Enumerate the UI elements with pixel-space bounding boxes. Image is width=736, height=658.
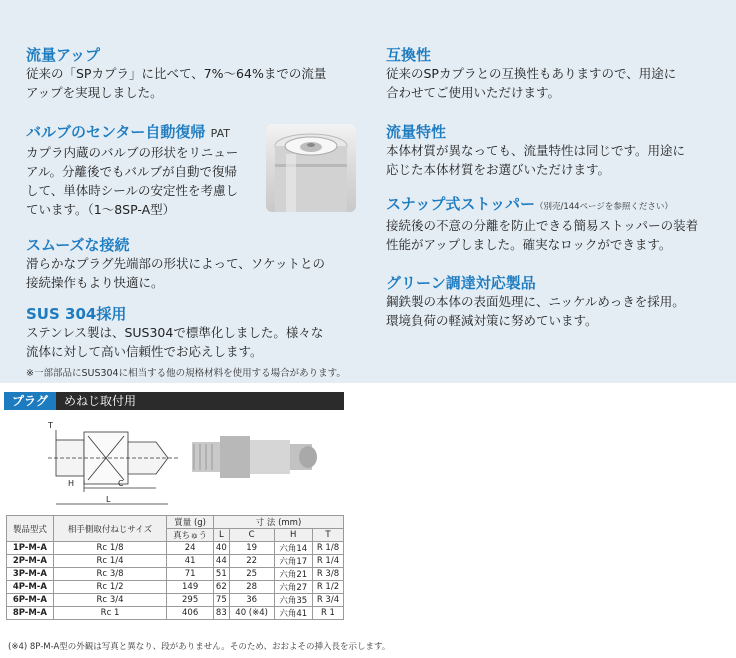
feature-title: SUS 304採用 [26,305,127,323]
table-row: 4P-M-A Rc 1/2 149 62 28 六角27 R 1/2 [7,581,344,594]
col-c: C [229,529,274,542]
feature-body-line: 性能がアップしました。確実なロックができます。 [386,237,672,252]
feature-title: 流量アップ [26,46,100,64]
plug-drawing [8,414,342,510]
feature-body-line: ステンレス製は、SUS304で標準化しました。様々な [26,325,324,340]
feature-body-line: して、単体時シールの安定性を考慮し [26,183,239,198]
col-t: T [312,529,343,542]
section-title: めねじ取付用 [64,394,137,408]
feature-body-line: 接続後の不意の分離を防止できる簡易ストッパーの装着 [386,218,699,233]
col-h: H [274,529,312,542]
section-tag: プラグ [4,392,56,410]
col-port: 相手側取付ねじサイズ [53,516,167,542]
feature-body-line: 従来のSPカプラとの互換性もありますので、用途に [386,66,677,81]
feature-compatibility [386,46,726,102]
feature-body-line: 本体材質が異なっても、流量特性は同じです。用途に [386,143,686,158]
feature-body-line: 環境負荷の軽減対策に努めています。 [386,313,598,328]
feature-flow-up [26,46,366,102]
feature-body-line: 流体に対して高い信頼性でお応えします。 [26,344,263,359]
feature-body-line: 応じた本体材質をお選びいただけます。 [386,162,611,177]
col-mass: 質量 (g) [167,516,214,529]
table-row: 6P-M-A Rc 3/4 295 75 36 六角35 R 3/4 [7,594,344,607]
feature-title: 流量特性 [386,123,447,141]
feature-title: グリーン調達対応製品 [386,274,536,292]
feature-body-line: アル。分離後でもバルブが自動で復帰 [26,164,238,179]
feature-title: 互換性 [386,46,432,64]
material-note: ※一部部品にSUS304に相当する他の規格材料を使用する場合があります。 [26,368,346,379]
feature-body-line: ています。（1〜8SP-A型） [26,202,176,217]
valve-photo [266,124,356,212]
col-dimensions: 寸 法 (mm) [213,516,343,529]
spec-table [6,515,344,620]
feature-title: スムーズな接続 [26,236,130,254]
dim-label-t: T [48,421,53,430]
feature-body-line: 従来の「SPカプラ」に比べて、7%〜64%までの流量 [26,66,327,81]
feature-body-line: アップを実現しました。 [26,85,163,100]
col-model: 製品型式 [7,516,54,542]
footnote: (※4) 8P-M-A型の外観は写真と異なり、段がありません。そのため、おおよその挿入長を示します。 [8,642,391,652]
feature-title: スナップ式ストッパー [386,195,535,213]
feature-body-line: 鋼鉄製の本体の表面処理に、ニッケルめっきを採用。 [386,294,685,309]
feature-green-procurement [386,274,731,330]
feature-smooth-connect [26,236,366,292]
table-row: 8P-M-A Rc 1 406 83 40 (※4) 六角41 R 1 [7,607,344,620]
feature-flow-characteristics [386,123,726,179]
dim-label-c: C [118,479,124,488]
section-header [4,392,344,410]
pat-badge: PAT [210,127,230,140]
feature-body-line: 滑らかなプラグ先端部の形状によって、ソケットとの [26,256,326,271]
feature-title: バルブのセンター自動復帰 [26,123,206,141]
table-row: 1P-M-A Rc 1/8 24 40 19 六角14 R 1/8 [7,542,344,555]
table-row: 2P-M-A Rc 1/4 41 44 22 六角17 R 1/4 [7,555,344,568]
col-mass-brass: 真ちゅう [167,529,214,542]
feature-body-line: 合わせてご使用いただけます。 [386,85,561,100]
col-l: L [213,529,229,542]
feature-sus304 [26,305,366,361]
feature-body-line: 接続操作もより快適に。 [26,275,164,290]
table-row: 3P-M-A Rc 3/8 71 51 25 六角21 R 3/8 [7,568,344,581]
dim-label-l: L [106,495,111,504]
feature-subnote: （別売/144ページを参照ください） [534,202,673,212]
feature-valve-return [26,123,266,219]
feature-snap-stopper [386,195,731,254]
dim-label-h: H [68,479,75,488]
feature-body-line: カプラ内蔵のバルブの形状をリニュー [26,145,239,160]
